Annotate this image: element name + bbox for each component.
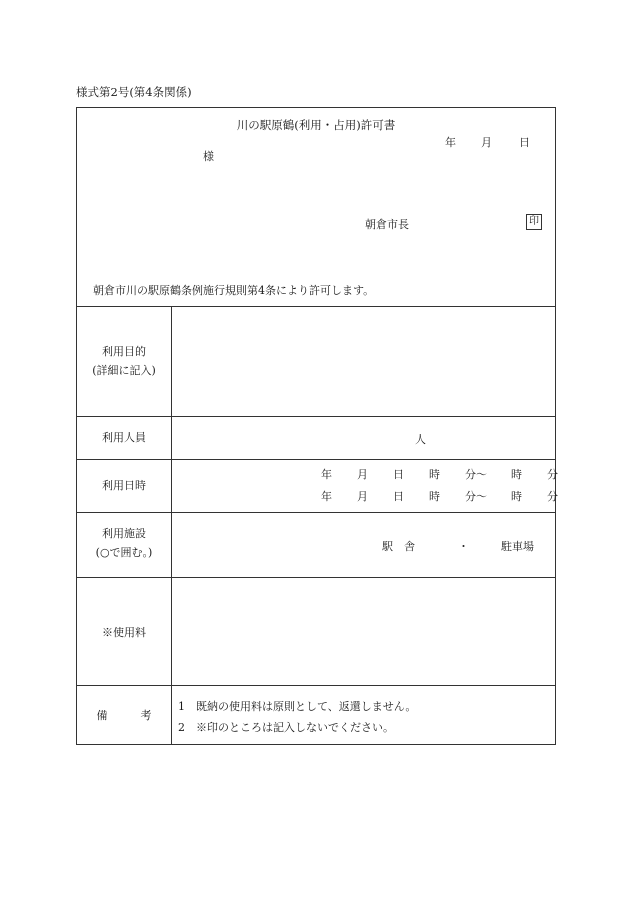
facility-label: 利用施設 (○で囲む。) bbox=[95, 527, 153, 559]
seal-mark: 印 bbox=[526, 214, 542, 230]
permit-form bbox=[76, 107, 556, 745]
document-title: 川の駅原鶴(利用・占用)許可書 bbox=[236, 118, 396, 132]
purpose-label: 利用目的 (詳細に記入) bbox=[92, 345, 156, 377]
datetime-line-1: 年 月 日 時 分〜 時 分 bbox=[321, 468, 558, 481]
issuer: 朝倉市長 bbox=[365, 218, 409, 231]
remarks-label: 備 考 bbox=[96, 709, 152, 722]
row-divider bbox=[77, 685, 555, 686]
fee-field[interactable] bbox=[172, 578, 556, 684]
purpose-field[interactable] bbox=[172, 307, 556, 415]
facility-option-station[interactable]: 駅 舎 bbox=[382, 540, 415, 553]
date-month: 月 bbox=[481, 136, 492, 149]
remarks-note-1: 1 既納の使用料は原則として、返還しません。 bbox=[178, 700, 417, 713]
datetime-line-2: 年 月 日 時 分〜 時 分 bbox=[321, 490, 558, 503]
approval-statement: 朝倉市川の駅原鶴条例施行規則第4条により許可します。 bbox=[93, 284, 375, 297]
people-label: 利用人員 bbox=[102, 431, 146, 444]
fee-label: ※使用料 bbox=[102, 626, 146, 639]
issue-date bbox=[445, 134, 530, 150]
addressee-suffix: 様 bbox=[203, 150, 214, 163]
remarks-note-2: 2 ※印のところは記入しないでください。 bbox=[178, 721, 394, 734]
datetime-field[interactable] bbox=[172, 460, 556, 511]
date-day: 日 bbox=[519, 136, 530, 149]
facility-option-parking[interactable]: 駐車場 bbox=[501, 540, 534, 553]
people-field[interactable] bbox=[172, 417, 556, 458]
form-number: 様式第2号(第4条関係) bbox=[76, 85, 192, 99]
datetime-label: 利用日時 bbox=[102, 479, 146, 492]
people-unit: 人 bbox=[415, 433, 426, 446]
facility-separator: ・ bbox=[458, 540, 469, 553]
date-year: 年 bbox=[445, 136, 456, 149]
facility-field[interactable] bbox=[172, 513, 556, 576]
